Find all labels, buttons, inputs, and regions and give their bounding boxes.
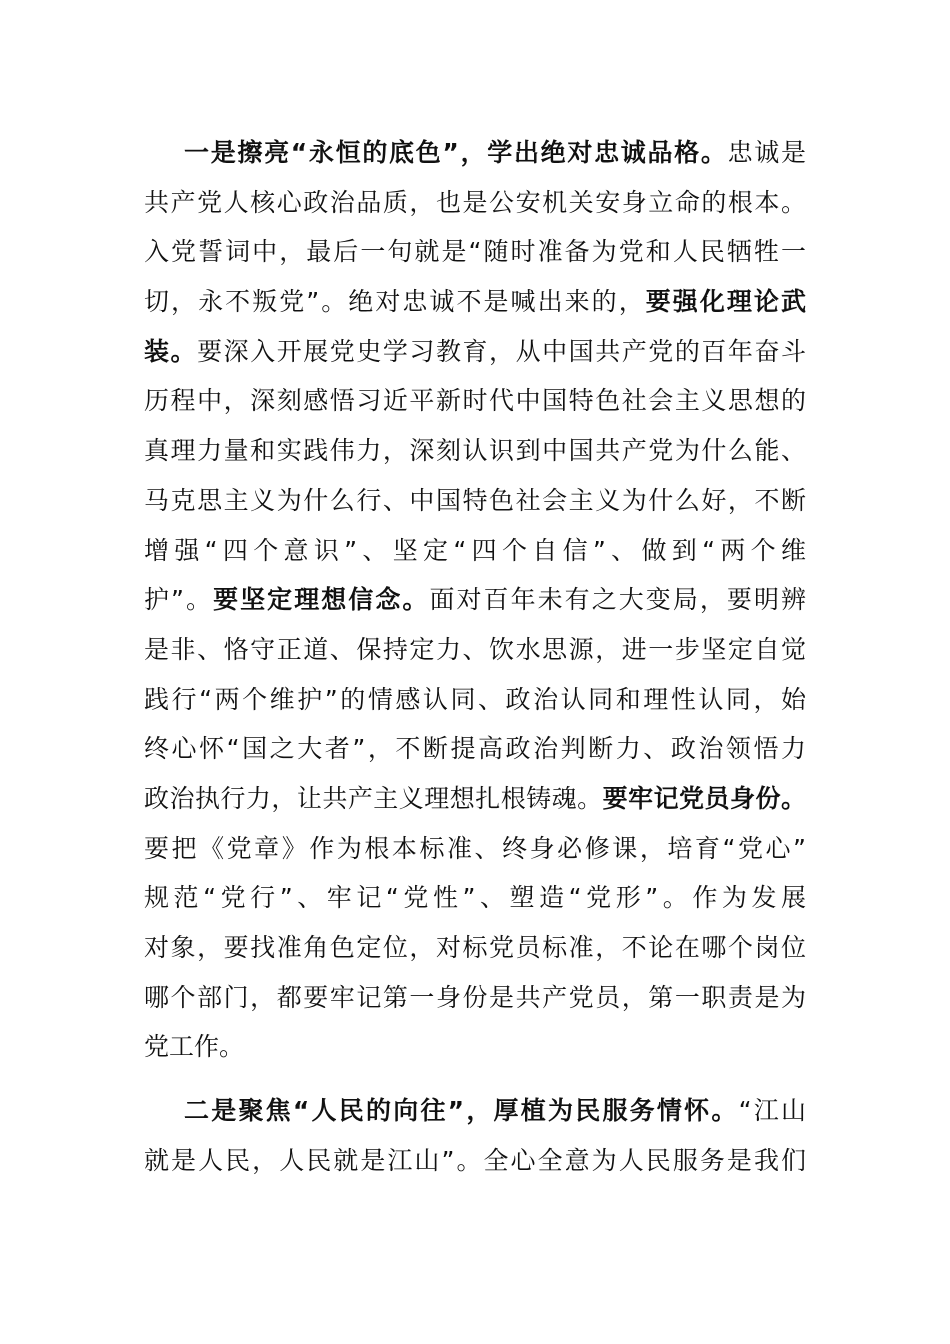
text-line <box>144 526 806 576</box>
text-line <box>144 675 806 725</box>
body-text: 切，永不叛党”。绝对忠诚不是喊出来的， <box>144 287 646 317</box>
text-line <box>144 873 806 923</box>
text-line <box>144 227 806 277</box>
body-text: 党工作。 <box>144 1032 245 1062</box>
body-text: 要把《党章》作为根本标准、终身必修课，培育“党心” <box>144 833 806 863</box>
body-text: 哪个部门，都要牢记第一身份是共产党员，第一职责是为 <box>144 982 806 1012</box>
body-text: 终心怀“国之大者”，不断提高政治判断力、政治领悟力 <box>144 734 806 764</box>
body-text: 增强“四个意识”、坚定“四个自信”、做到“两个维 <box>144 535 806 565</box>
body-text: 忠诚是 <box>727 138 806 167</box>
text-line <box>144 923 806 973</box>
body-text: 共产党人核心政治品质，也是公安机关安身立命的根本。 <box>144 187 806 217</box>
body-text: 政治执行力，让共产主义理想扎根铸魂。 <box>144 783 603 813</box>
body-text: 要深入开展党史学习教育，从中国共产党的百年奋斗 <box>197 336 806 366</box>
text-line <box>144 625 806 675</box>
text-line <box>144 277 806 327</box>
text-line <box>144 575 806 625</box>
text-line <box>144 724 806 774</box>
bold-text: 要牢记党员身份。 <box>602 783 806 813</box>
text-line <box>144 824 806 874</box>
text-line <box>144 476 806 526</box>
text-line <box>144 426 806 476</box>
body-text: 就是人民，人民就是江山”。全心全意为人民服务是我们 <box>144 1145 806 1175</box>
body-text: “江山 <box>738 1096 806 1125</box>
text-line <box>144 376 806 426</box>
text-line <box>144 774 806 824</box>
body-text: 历程中，深刻感悟习近平新时代中国特色社会主义思想的 <box>144 386 806 416</box>
paragraph-people <box>144 1086 806 1185</box>
body-text: 真理力量和实践伟力，深刻认识到中国共产党为什么能、 <box>144 436 806 466</box>
text-line <box>144 128 806 178</box>
body-text: 是非、恪守正道、保持定力、饮水思源，进一步坚定自觉 <box>144 634 806 664</box>
text-line <box>144 1086 806 1136</box>
body-text: 面对百年未有之大变局，要明辨 <box>429 585 806 615</box>
bold-text: 一是擦亮“永恒的底色”，学出绝对忠诚品格。 <box>184 138 728 167</box>
paragraph-loyalty <box>144 128 806 1072</box>
text-line <box>144 1022 806 1072</box>
bold-text: 二是聚焦“人民的向往”，厚植为民服务情怀。 <box>184 1096 739 1125</box>
text-line <box>144 327 806 377</box>
body-text: 马克思主义为什么行、中国特色社会主义为什么好，不断 <box>144 485 806 515</box>
bold-text: 要强化理论武 <box>645 287 806 317</box>
body-text: 对象，要找准角色定位，对标党员标准，不论在哪个岗位 <box>144 933 806 962</box>
body-text: 入党誓词中，最后一句就是“随时准备为党和人民牺牲一 <box>144 237 806 267</box>
bold-text: 装。 <box>144 336 198 366</box>
text-line <box>144 973 806 1023</box>
text-line <box>144 1136 806 1186</box>
body-text: 规范“党行”、牢记“党性”、塑造“党形”。作为发展 <box>144 883 806 913</box>
body-text: 践行“两个维护”的情感认同、政治认同和理性认同，始 <box>144 684 806 714</box>
body-text: 护”。 <box>144 585 214 615</box>
bold-text: 要坚定理想信念。 <box>213 585 430 615</box>
text-line <box>144 178 806 228</box>
